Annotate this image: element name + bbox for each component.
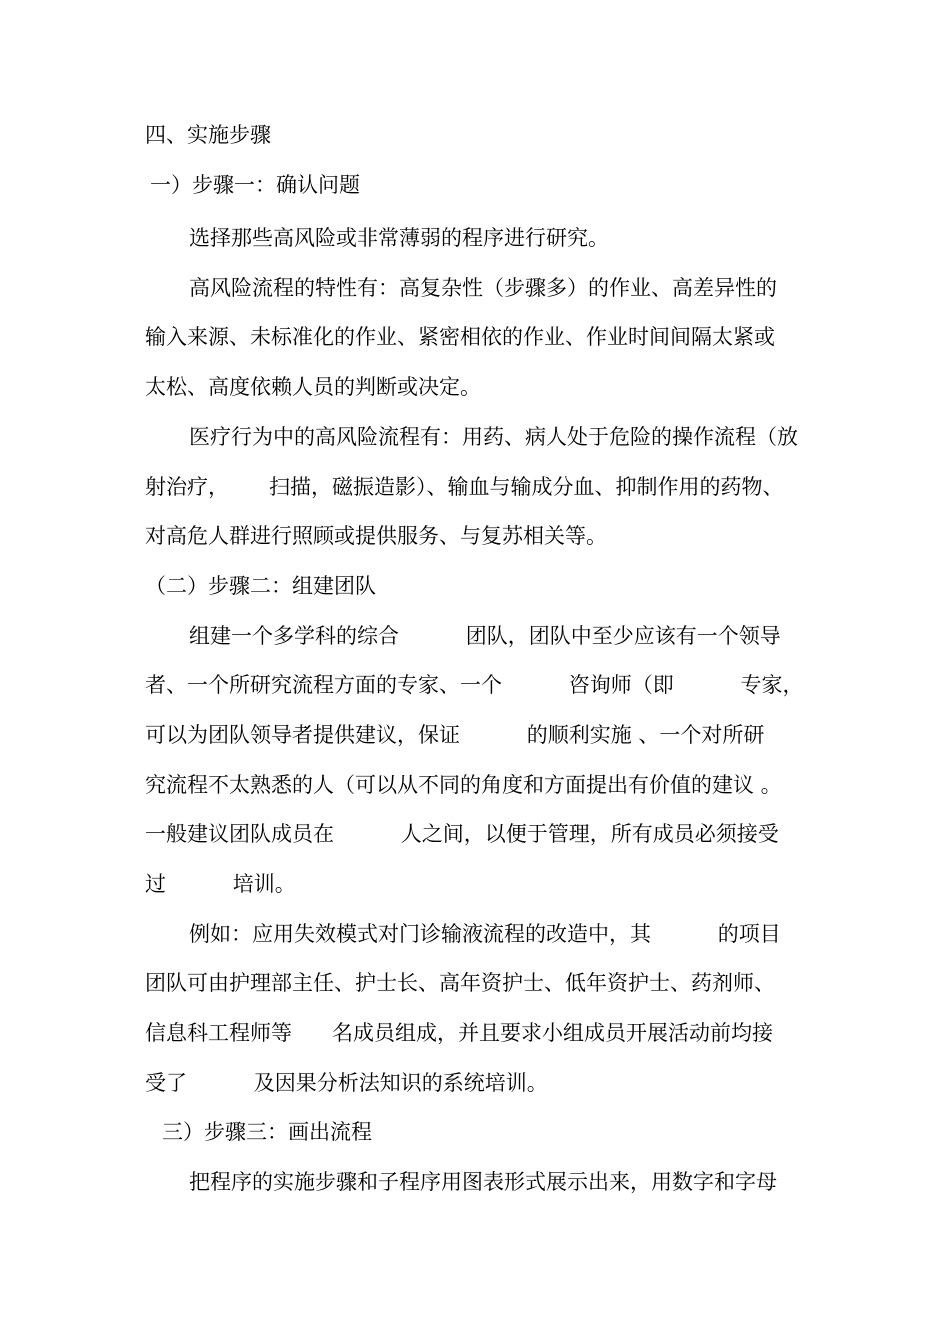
paragraph-2-line-1: 高风险流程的特性有：高复杂性（步骤多）的作业、高差异性的	[189, 276, 777, 300]
paragraph-4-line-5: 一般建议团队成员在 人之间，以便于管理，所有成员必须接受	[145, 822, 779, 846]
paragraph-4-line-1: 组建一个多学科的综合 团队，团队中至少应该有一个领导	[189, 624, 781, 648]
paragraph-3-line-3: 对高危人群进行照顾或提供服务、与复苏相关等。	[145, 524, 607, 548]
section-heading: 四、实施步骤	[145, 123, 271, 147]
step1-title: 一）步骤一：确认问题	[150, 173, 360, 197]
paragraph-5-line-4: 受了 及因果分析法知识的系统培训。	[145, 1071, 548, 1095]
paragraph-2-line-2: 输入来源、未标准化的作业、紧密相依的作业、作业时间间隔太紧或	[145, 325, 775, 349]
paragraph-4-line-6: 过 培训。	[145, 872, 296, 896]
paragraph-6-line-1: 把程序的实施步骤和子程序用图表形式展示出来，用数字和字母	[189, 1170, 777, 1194]
paragraph-4-line-4: 究流程不太熟悉的人（可以从不同的角度和方面提出有价值的建议 。	[145, 773, 782, 797]
paragraph-5-line-1: 例如：应用失效模式对门诊输液流程的改造中，其 的项目	[189, 922, 781, 946]
paragraph-3-line-2: 射治疗， 扫描，磁振造影）、输血与输成分血、抑制作用的药物、	[145, 475, 784, 499]
paragraph-4-line-2: 者、一个所研究流程方面的专家、一个 咨询师（即 专家，	[145, 673, 804, 697]
paragraph-5-line-2: 团队可由护理部主任、护士长、高年资护士、低年资护士、药剂师、	[145, 971, 775, 995]
step2-title: （二）步骤二：组建团队	[145, 574, 376, 598]
paragraph-1: 选择那些高风险或非常薄弱的程序进行研究。	[189, 226, 609, 250]
paragraph-3-line-1: 医疗行为中的高风险流程有：用药、病人处于危险的操作流程（放	[189, 425, 798, 449]
step3-title: 三）步骤三：画出流程	[162, 1120, 372, 1144]
paragraph-5-line-3: 信息科工程师等 名成员组成，并且要求小组成员开展活动前均接	[145, 1021, 774, 1045]
paragraph-2-line-3: 太松、高度依赖人员的判断或决定。	[145, 375, 481, 399]
paragraph-4-line-3: 可以为团队领导者提供建议，保证 的顺利实施 、一个对所研	[145, 723, 765, 747]
